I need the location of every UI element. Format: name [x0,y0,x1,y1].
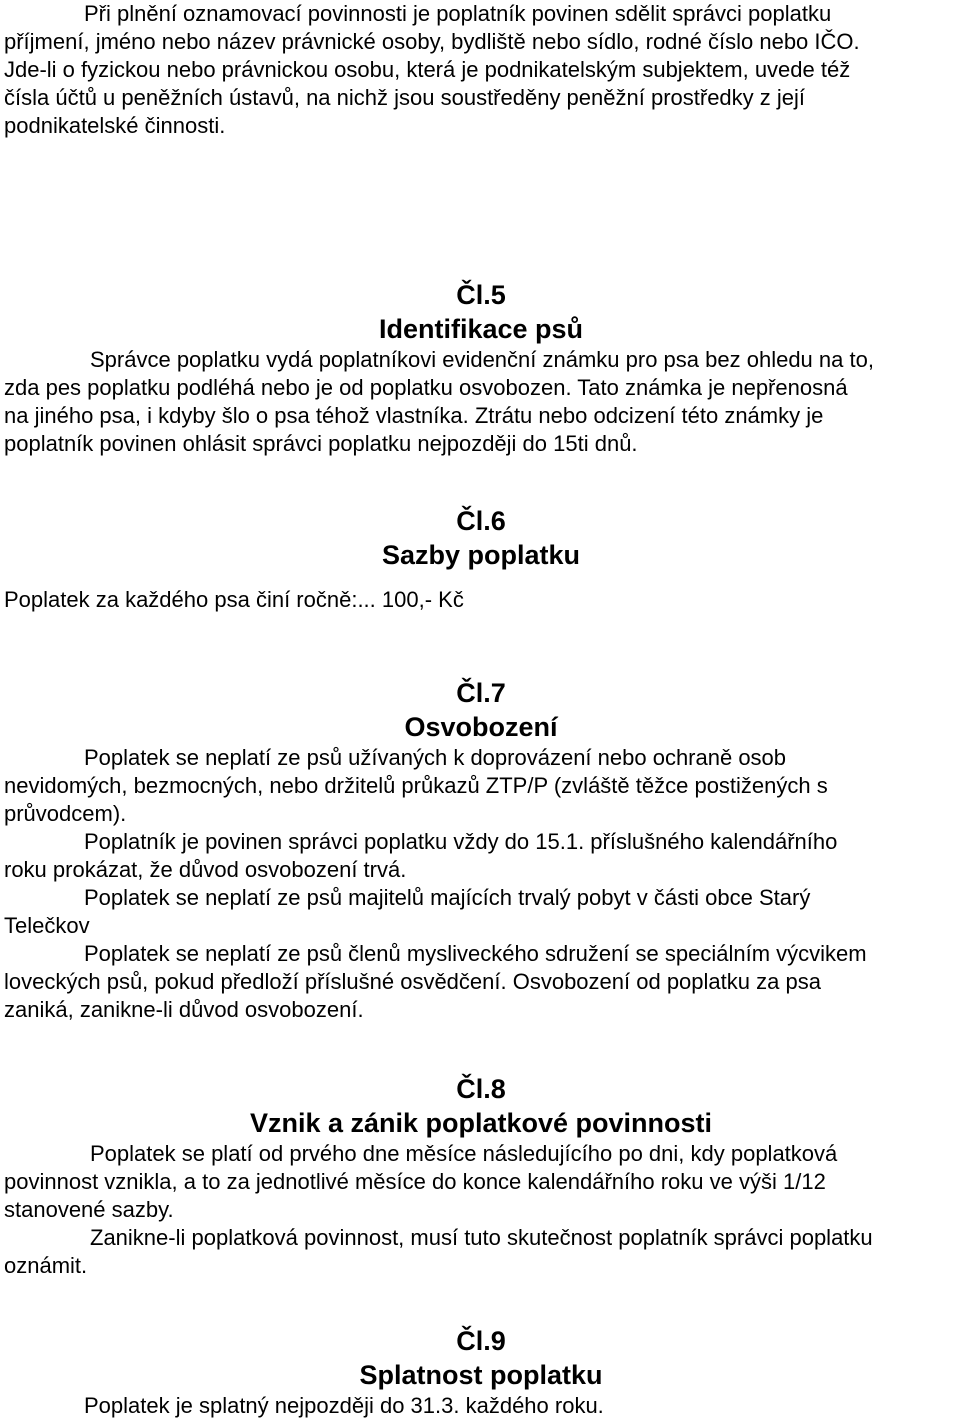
text-line: Poplatek se platí od prvého dne měsíce následujícího po dni, kdy poplatková [90,1141,838,1166]
article-7 [4,676,958,1024]
article-heading [4,278,958,346]
text-line: roku prokázat, že důvod osvobození trvá. [4,857,407,882]
article-8 [4,1072,958,1280]
article-title: Vznik a zánik poplatkové povinnosti [249,1108,713,1138]
text-line: Telečkov [4,913,90,938]
text-line: Poplatek se neplatí ze psů užívaných k doprovázení nebo ochraně osob [84,745,787,770]
article-9 [4,1324,958,1420]
text-line: podnikatelské činnosti. [4,113,226,138]
text-line: na jiného psa, i kdyby šlo o psa téhož vlastníka. Ztrátu nebo odcizení této známky je [4,403,824,428]
text-line: Poplatek se neplatí ze psů majitelů majících trvalý pobyt v části obce Starý [84,885,811,910]
text-line: zaniká, zanikne-li důvod osvobození. [4,997,364,1022]
text-line: loveckých psů, pokud předloží příslušné osvědčení. Osvobození od poplatku za psa [4,969,821,994]
text-line: Poplatek je splatný nejpozději do 31.3. každého roku. [84,1393,604,1418]
text-line: Zanikne-li poplatková povinnost, musí tuto skutečnost poplatník správci poplatku [90,1225,873,1250]
article-heading [4,1072,958,1140]
text-line: Při plnění oznamovací povinnosti je poplatník povinen sdělit správci poplatku [84,1,832,26]
article-title: Osvobození [404,712,558,742]
text-line: Poplatník je povinen správci poplatku vždy do 15.1. příslušného kalendářního [84,829,838,854]
article-number: Čl.9 [456,1326,506,1356]
article-heading [4,1324,958,1392]
text-line: Poplatek za každého psa činí ročně:... 100,- Kč [4,587,464,612]
intro-paragraph [4,0,860,140]
article-5 [4,278,958,458]
text-line: poplatník povinen ohlásit správci poplatku nejpozději do 15ti dnů. [4,431,638,456]
text-line: průvodcem). [4,801,127,826]
article-heading [4,504,958,572]
article-6 [4,504,958,614]
article-number: Čl.7 [456,678,506,708]
text-line: Poplatek se neplatí ze psů členů mysliveckého sdružení se speciálním výcvikem [84,941,867,966]
text-line: Jde-li o fyzickou nebo právnickou osobu, která je podnikatelským subjektem, uvede též [4,57,851,82]
text-line: čísla účtů u peněžních ústavů, na nichž jsou soustředěny peněžní prostředky z její [4,85,806,110]
text-line: stanovené sazby. [4,1197,174,1222]
article-title: Sazby poplatku [381,540,581,570]
text-line: oznámit. [4,1253,88,1278]
article-title: Identifikace psů [378,314,584,344]
article-heading [4,676,958,744]
article-number: Čl.8 [456,1074,506,1104]
article-number: Čl.6 [456,506,506,536]
text-line: zda pes poplatku podléhá nebo je od poplatku osvobozen. Tato známka je nepřenosná [4,375,848,400]
text-line: příjmení, jméno nebo název právnické osoby, bydliště nebo sídlo, rodné číslo nebo IČO. [4,29,860,54]
text-line: povinnost vznikla, a to za jednotlivé měsíce do konce kalendářního roku ve výši 1/12 [4,1169,826,1194]
article-title: Splatnost poplatku [359,1360,603,1390]
text-line: nevidomých, bezmocných, nebo držitelů průkazů ZTP/P (zvláště těžce postižených s [4,773,828,798]
article-number: Čl.5 [456,280,506,310]
text-line: Správce poplatku vydá poplatníkovi evidenční známku pro psa bez ohledu na to, [90,347,874,372]
